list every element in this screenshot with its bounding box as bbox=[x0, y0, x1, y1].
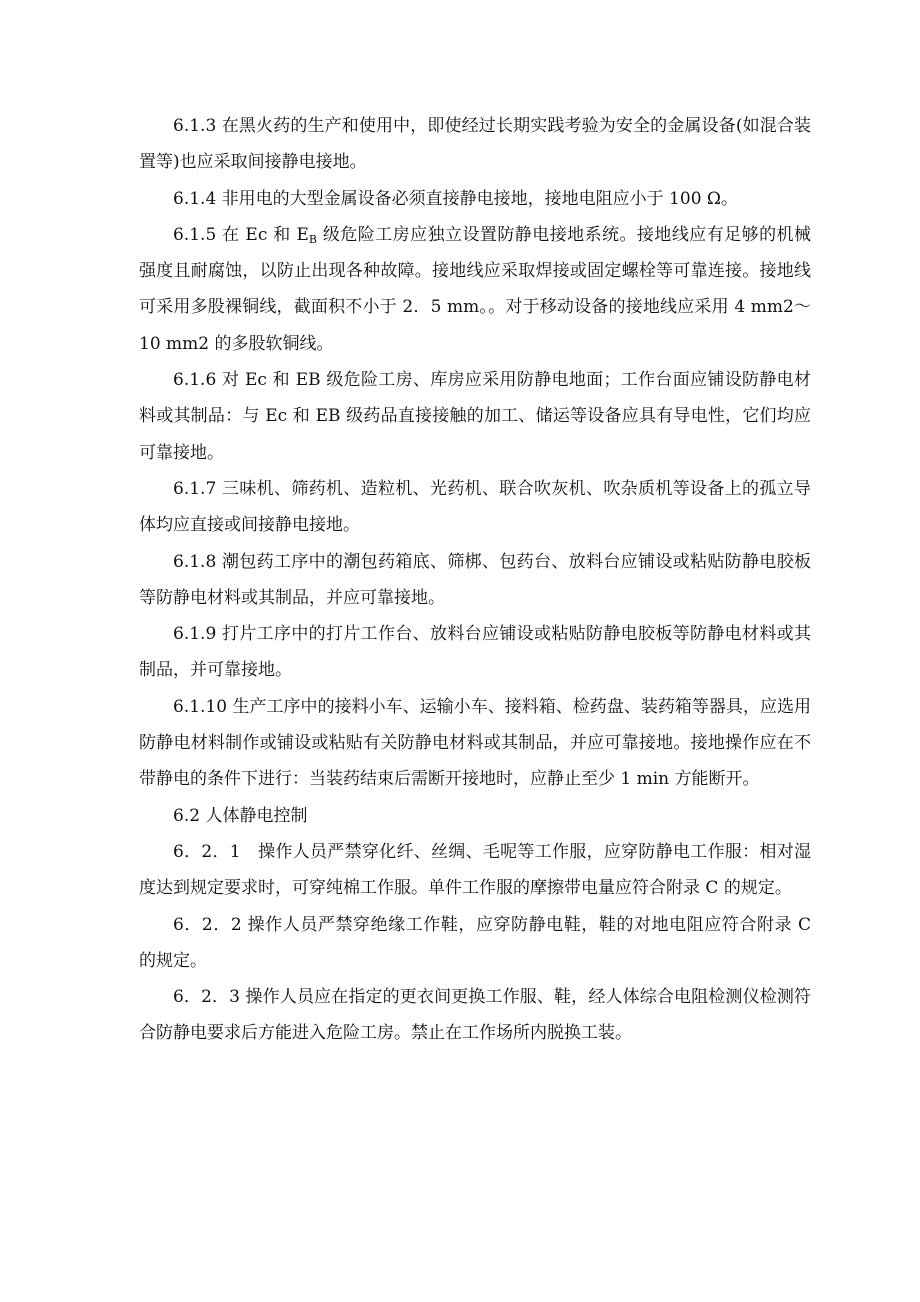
paragraph-6-2-1: 6．2．1 操作人员严禁穿化纤、丝绸、毛呢等工作服，应穿防静电工作服：相对湿度达到规定要求时，可穿纯棉工作服。单件工作服的摩擦带电量应符合附录 C 的规定。 bbox=[139, 841, 811, 899]
paragraph-6-1-4: 6.1.4 非用电的大型金属设备必须直接静电接地，接地电阻应小于 100 Ω。 bbox=[173, 188, 739, 209]
paragraph-6-1-6: 6.1.6 对 Ec 和 EB 级危险工房、库房应采用防静电地面；工作台面应铺设防静电材料或其制品：与 Ec 和 EB 级药品直接接触的加工、储运等设备应具有导电性，它们均应可靠接地。 bbox=[139, 370, 811, 463]
paragraph-6-1-5-part-b: 级危险工房应独立设置防静电接地系统。接地线应有足够的机械强度且耐腐蚀，以防止出现各种故障。接地线应采取焊接或固定螺栓等可靠连接。接地线可采用多股裸铜线，截面积不小于 2．5 mm。。对于移动设备的接地线应采用 4 mm2～10 mm2 的多股软铜线。 bbox=[139, 224, 812, 354]
paragraph-6-1-5-part-a: 6.1.5 在 Ec 和 E bbox=[173, 224, 309, 245]
paragraph-6-2-2: 6．2．2 操作人员严禁穿绝缘工作鞋，应穿防静电鞋，鞋的对地电阻应符合附录 C 的规定。 bbox=[139, 914, 811, 971]
subscript-b: B bbox=[308, 232, 318, 246]
section-heading-6-2: 6.2 人体静电控制 bbox=[173, 805, 308, 826]
paragraph-6-1-5 bbox=[139, 217, 811, 362]
paragraph-6-1-7: 6.1.7 三味机、筛药机、造粒机、光药机、联合吹灰机、吹杂质机等设备上的孤立导体均应直接或间接静电接地。 bbox=[139, 478, 811, 536]
paragraph-6-2-3: 6．2．3 操作人员应在指定的更衣间更换工作服、鞋，经人体综合电阻检测仪检测符合防静电要求后方能进入危险工房。禁止在工作场所内脱换工装。 bbox=[139, 987, 811, 1044]
paragraph-6-1-3: 6.1.3 在黑火药的生产和使用中，即使经过长期实践考验为安全的金属设备(如混合装置等)也应采取间接静电接地。 bbox=[139, 116, 811, 173]
document-body bbox=[139, 108, 811, 1052]
paragraph-6-1-10: 6.1.10 生产工序中的接料小车、运输小车、接料箱、检药盘、装药箱等器具，应选用防静电材料制作或铺设或粘贴有关防静电材料或其制品，并应可靠接地。接地操作应在不带静电的条件下进行：当装药结束后需断开接地时，应静止至少 1 min 方能断开。 bbox=[139, 696, 811, 790]
paragraph-6-1-8: 6.1.8 潮包药工序中的潮包药箱底、筛梆、包药台、放料台应铺设或粘贴防静电胶板等防静电材料或其制品，并应可靠接地。 bbox=[139, 551, 811, 608]
paragraph-6-1-9: 6.1.9 打片工序中的打片工作台、放料台应铺设或粘贴防静电胶板等防静电材料或其制品，并可靠接地。 bbox=[139, 624, 811, 681]
